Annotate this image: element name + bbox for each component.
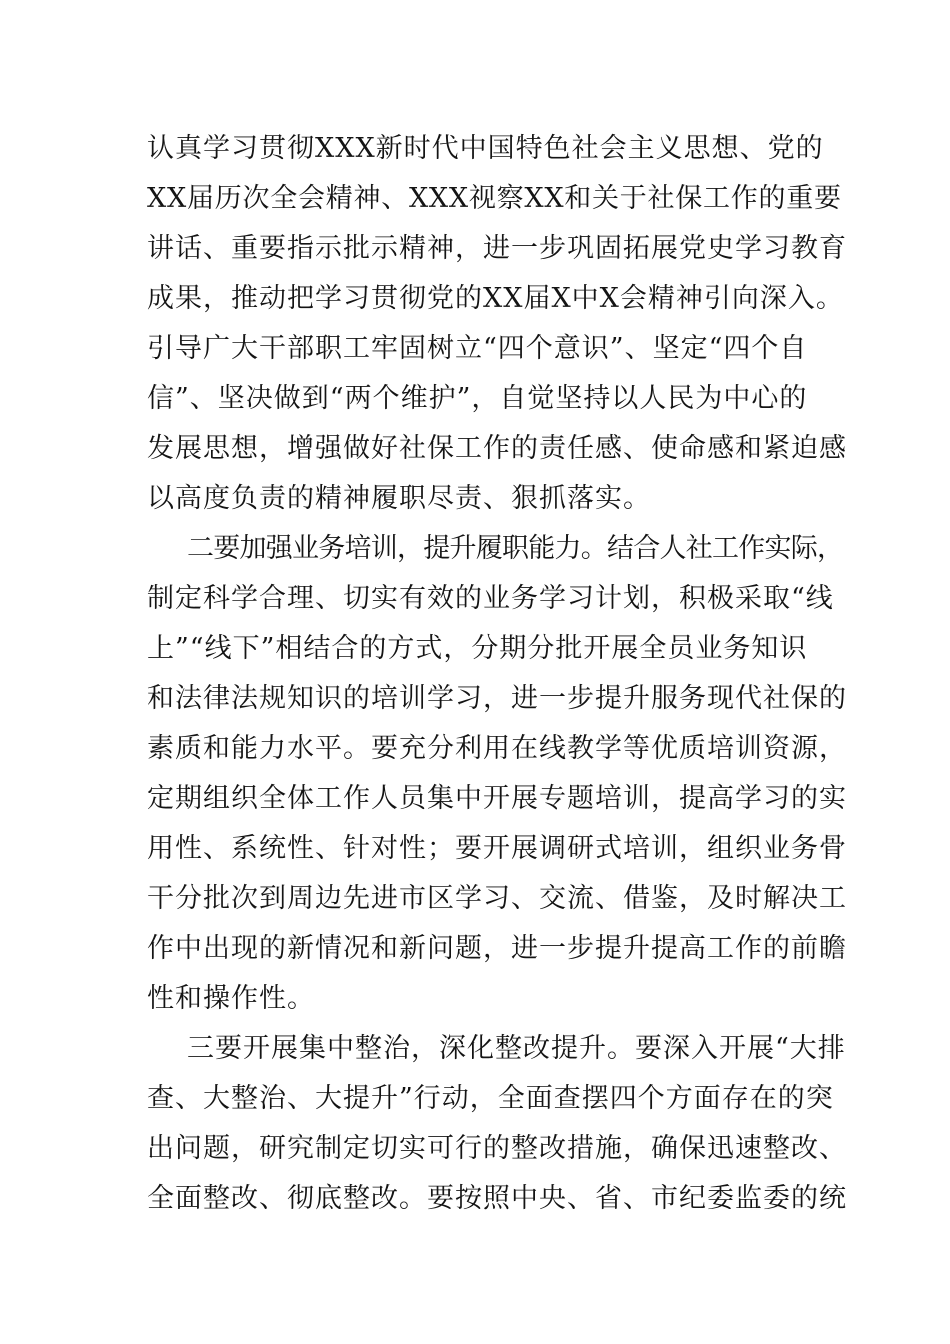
text-line: 用性、系统性、针对性；要开展调研式培训，组织业务骨 (147, 833, 847, 864)
paragraph-first-line: 三要开展集中整治，深化整改提升。要深入开展“大排 (187, 1033, 846, 1064)
text-line: 干分批次到周边先进市区学习、交流、借鉴，及时解决工 (147, 883, 847, 914)
text-line: 讲话、重要指示批示精神，进一步巩固拓展党史学习教育 (147, 233, 847, 264)
text-line: 认真学习贯彻XXX新时代中国特色社会主义思想、党的 (147, 133, 824, 164)
text-line: 性和操作性。 (147, 983, 315, 1014)
text-line: 信”、坚决做到“两个维护”，自觉坚持以人民为中心的 (147, 383, 808, 414)
text-line: 全面整改、彻底整改。要按照中央、省、市纪委监委的统 (147, 1183, 847, 1214)
text-line: 和法律法规知识的培训学习，进一步提升服务现代社保的 (147, 683, 847, 714)
text-line: XX届历次全会精神、XXX视察XX和关于社保工作的重要 (147, 183, 842, 214)
text-line: 上”“线下”相结合的方式，分期分批开展全员业务知识 (147, 633, 808, 664)
text-line: 作中出现的新情况和新问题，进一步提升提高工作的前瞻 (147, 933, 847, 964)
body-text (147, 124, 847, 1224)
text-line: 出问题，研究制定切实可行的整改措施，确保迅速整改、 (147, 1133, 847, 1164)
text-line: 制定科学合理、切实有效的业务学习计划，积极采取“线 (147, 583, 834, 614)
text-line: 以高度负责的精神履职尽责、狠抓落实。 (147, 483, 651, 514)
text-line: 定期组织全体工作人员集中开展专题培训，提高学习的实 (147, 783, 847, 814)
text-line: 素质和能力水平。要充分利用在线教学等优质培训资源， (147, 733, 847, 764)
text-line: 引导广大干部职工牢固树立“四个意识”、坚定“四个自 (147, 333, 808, 364)
text-line: 发展思想，增强做好社保工作的责任感、使命感和紧迫感 (147, 433, 847, 464)
paragraph-first-line: 二要加强业务培训，提升履职能力。结合人社工作实际， (187, 533, 844, 564)
text-line: 成果，推动把学习贯彻党的XX届X中X会精神引向深入。 (147, 283, 844, 314)
text-line: 查、大整治、大提升”行动，全面查摆四个方面存在的突 (147, 1083, 834, 1114)
